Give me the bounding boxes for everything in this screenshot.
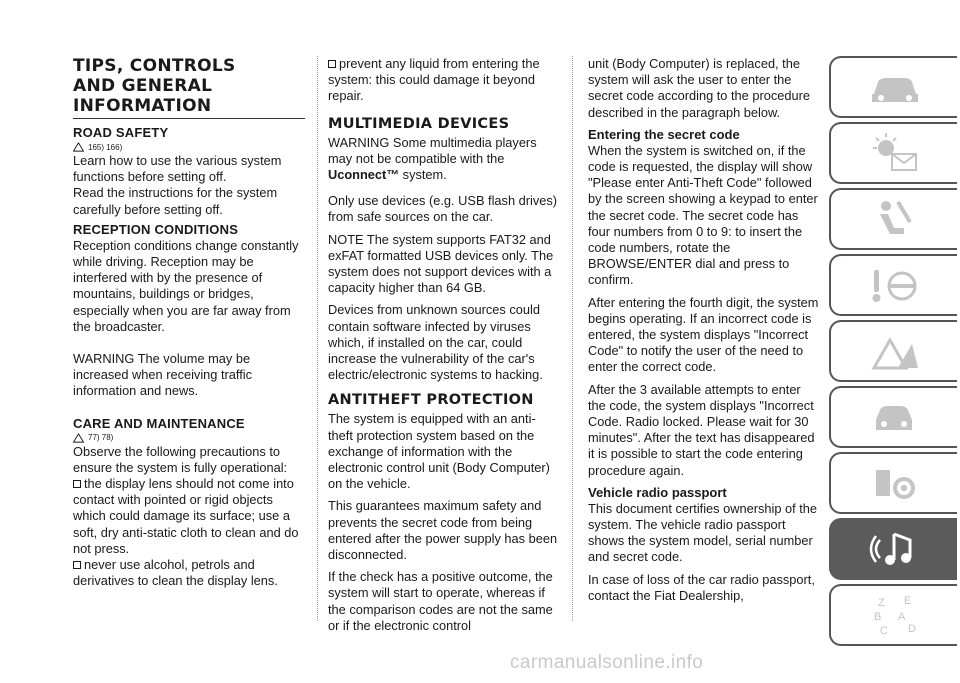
tab-car[interactable]	[829, 56, 957, 118]
secret-code-p1: When the system is switched on, if the code is requested, the display will show "Please enter Anti-Theft Code" followed by the screen showing a keypad to enter the secret code. The secret code has four numbers from 0 to 9: to insert the code numbers, rotate the BROWSE/ENTER dial and press to confirm.	[588, 142, 818, 288]
watermark: carmanualsonline.info	[510, 652, 704, 673]
light-mail-icon	[864, 130, 924, 176]
column-divider	[317, 56, 318, 621]
care-bullet-3	[328, 56, 560, 105]
key-steering-icon	[864, 262, 924, 308]
warning-triangle-icon	[73, 433, 84, 443]
warning-road-icon	[864, 328, 924, 374]
index-letter: C	[880, 625, 888, 637]
antitheft-continued: unit (Body Computer) is replaced, the system will ask the user to enter the secret code according to the procedure described in the paragraph below.	[588, 56, 810, 120]
page-title	[73, 56, 305, 119]
multimedia-p1: Only use devices (e.g. USB flash drives) from safe sources on the car.	[328, 193, 558, 225]
care-bullet-3-text: prevent any liquid from entering the system: this could damage it beyond repair.	[328, 56, 540, 104]
square-bullet-icon	[328, 60, 336, 68]
road-safety-p2: Read the instructions for the system carefully before setting off.	[73, 185, 278, 217]
airbag-seat-icon	[864, 196, 924, 242]
tab-safety[interactable]	[829, 188, 957, 250]
tab-maintenance[interactable]	[829, 386, 957, 448]
tab-technical[interactable]	[829, 452, 957, 514]
index-letter: A	[898, 611, 906, 623]
warning-triangle-icon	[73, 142, 84, 152]
title-line-3: INFORMATION	[73, 96, 212, 116]
index-letters-icon	[864, 592, 924, 638]
road-safety-p1: Learn how to use the various system functions before setting off.	[73, 153, 282, 185]
index-letter: Z	[878, 597, 885, 609]
multimedia-warning-end: system.	[402, 167, 447, 183]
column-1	[73, 56, 305, 589]
uconnect-brand: Uconnect™	[328, 167, 400, 183]
multimedia-warning	[328, 135, 560, 184]
column-2	[328, 56, 560, 634]
radio-passport-p1: This document certifies ownership of the system. The vehicle radio passport shows the system model, serial number and secret code.	[588, 500, 818, 565]
reception-heading: RECEPTION CONDITIONS	[73, 221, 239, 237]
title-line-2: AND GENERAL	[73, 76, 213, 96]
antitheft-heading: ANTITHEFT PROTECTION	[328, 392, 534, 409]
reception-warning: WARNING The volume may be increased when receiving traffic information and news.	[73, 351, 253, 399]
index-letter: E	[904, 595, 912, 607]
care-warning-ref	[73, 432, 305, 444]
care-bullet-1-text: the display lens should not come into contact with pointed or rigid objects which could damage its surface; use a soft, dry anti-static cloth to clean and do not press.	[73, 476, 299, 556]
tab-lights[interactable]	[829, 122, 957, 184]
antitheft-p3: If the check has a positive outcome, the system will start to operate, whereas if the comparison codes are not the same or if the electronic control	[328, 569, 553, 633]
multimedia-icon	[864, 526, 924, 572]
care-p1: Observe the following precautions to ensure the system is fully operational:	[73, 443, 288, 475]
antitheft-p1: The system is equipped with an anti-theft protection system based on the exchange of information with the electronic control unit (Body Computer) on the vehicle.	[328, 411, 550, 492]
radio-passport-p2: In case of loss of the car radio passport, contact the Fiat Dealership,	[588, 571, 815, 603]
car-service-icon	[864, 394, 924, 440]
column-divider	[572, 56, 573, 621]
chapter-tabs	[829, 56, 957, 650]
square-bullet-icon	[73, 561, 81, 569]
tab-index[interactable]	[829, 584, 957, 646]
multimedia-p3: Devices from unknown sources could contain software infected by viruses which, if installed on the car, could increase the vulnerability of the car's electric/electronic systems to hacking.	[328, 302, 543, 383]
antitheft-p2: This guarantees maximum safety and prevents the secret code from being entered after the power supply has been disconnected.	[328, 498, 558, 563]
care-refs: 77) 78)	[88, 433, 114, 443]
road-safety-warning-ref	[73, 141, 305, 153]
column-3	[588, 56, 820, 604]
title-line-1: TIPS, CONTROLS	[73, 56, 236, 76]
secret-code-p2: After entering the fourth digit, the system begins operating. If an incorrect code is entered, the system displays "Incorrect Code" to notify the user of the need to enter the correct code.	[588, 294, 819, 375]
radio-passport-heading: Vehicle radio passport	[588, 484, 727, 500]
tab-starting[interactable]	[829, 254, 957, 316]
care-bullet-2	[73, 557, 305, 589]
reception-p1: Reception conditions change constantly while driving. Reception may be interfered with by the presence of mountains, buildings or bridges, especially when you are far away from the broadcaster.	[73, 237, 299, 334]
care-bullet-2-text: never use alcohol, petrols and derivatives to clean the display lens.	[73, 557, 278, 589]
care-bullet-1	[73, 476, 305, 557]
tab-multimedia[interactable]	[829, 518, 957, 580]
car-icon	[864, 64, 924, 110]
tools-gear-icon	[864, 460, 924, 506]
road-safety-heading: ROAD SAFETY	[73, 125, 169, 140]
index-letter: D	[908, 623, 916, 635]
index-letter: B	[874, 611, 882, 623]
secret-code-heading: Entering the secret code	[588, 126, 740, 142]
multimedia-warning-text: WARNING Some multimedia players may not be compatible with the	[328, 134, 537, 166]
road-safety-refs: 165) 166)	[88, 142, 123, 152]
tab-emergency[interactable]	[829, 320, 957, 382]
square-bullet-icon	[73, 480, 81, 488]
multimedia-p2: NOTE The system supports FAT32 and exFAT formatted USB devices only. The system does not support devices with a capacity higher than 64 GB.	[328, 231, 554, 296]
secret-code-p3: After the 3 available attempts to enter the code, the system displays "Incorrect Code. Radio locked. Please wait for 30 minutes". After the text has disappeared it is possible to start the code entering procedure again.	[588, 381, 815, 478]
care-heading: CARE AND MAINTENANCE	[73, 415, 245, 431]
multimedia-heading: MULTIMEDIA DEVICES	[328, 115, 510, 132]
